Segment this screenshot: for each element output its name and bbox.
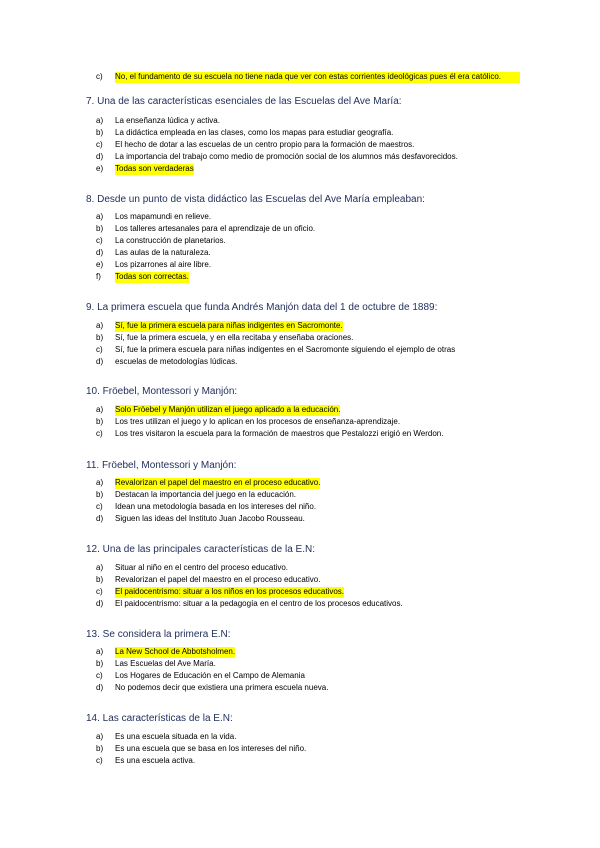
option-text: No, el fundamento de su escuela no tiene nada que ver con estas corrientes ideológicas pues él era católico. [115,72,520,83]
option-letter: c) [96,429,103,438]
option-text: Idean una metodología basada en los intereses del niño. [115,502,317,511]
question-title: 14. Las características de la E.N: [86,713,233,724]
question-title: 7. Una de las características esenciales de las Escuelas del Ave María: [86,96,402,107]
option-letter: a) [96,212,104,221]
option-letter: b) [96,744,104,753]
option-text: Destacan la importancia del juego en la educación. [115,490,297,499]
option-text: Siguen las ideas del Instituto Juan Jacobo Rousseau. [115,514,305,523]
option-letter: d) [96,357,104,366]
option-letter: b) [96,490,104,499]
option-letter: a) [96,321,104,330]
option-letter: c) [96,345,103,354]
answer-option [96,236,226,247]
option-text: Solo Fröebel y Manjón utilizan el juego aplicado a la educación. [115,405,341,414]
option-letter: b) [96,224,104,233]
answer-option [96,212,211,223]
question-title: 12. Una de las principales características de la E.N: [86,544,315,555]
answer-option [96,260,211,271]
option-text: La construcción de planetarios. [115,236,226,245]
answer-option [96,152,458,163]
highlighted-answer-option [96,647,235,658]
question-title: 11. Fröebel, Montessori y Manjón: [86,460,237,471]
option-letter: c) [96,140,103,149]
option-text: Todas son verdaderas [115,164,194,173]
option-text: Los pizarrones al aire libre. [115,260,212,269]
option-text: Las Escuelas del Ave María. [115,659,216,668]
option-text: Es una escuela activa. [115,756,196,765]
option-letter: d) [96,514,104,523]
answer-option [96,333,353,344]
highlighted-answer-option [96,478,320,489]
option-letter: b) [96,575,104,584]
option-letter: b) [96,128,104,137]
answer-option [96,575,320,586]
option-letter: a) [96,563,104,572]
answer-option [96,563,288,574]
answer-option [96,248,211,259]
option-text: Sí, fue la primera escuela para niñas indigentes en Sacromonte. [115,321,343,330]
option-letter: a) [96,647,104,656]
answer-option [96,429,443,440]
option-letter: a) [96,478,104,487]
option-text: Revalorizan el papel del maestro en el proceso educativo. [115,575,321,584]
option-text: El paidocentrismo: situar a la pedagogía en el centro de los procesos educativos. [115,599,403,608]
option-letter: d) [96,248,104,257]
option-text: escuelas de metodologías lúdicas. [115,357,238,366]
option-text: Revalorizan el papel del maestro en el proceso educativo. [115,478,321,487]
option-letter: a) [96,405,104,414]
answer-option [96,744,306,755]
option-letter: b) [96,333,104,342]
option-text: La didáctica empleada en las clases, como los mapas para estudiar geografía. [115,128,394,137]
option-text: El hecho de dotar a las escuelas de un centro propio para la formación de maestros. [115,140,415,149]
answer-option [96,514,305,525]
answer-option [96,490,296,501]
option-text: El paidocentrismo: situar a los niños en los procesos educativos. [115,587,345,596]
option-text: Es una escuela que se basa en los intereses del niño. [115,744,307,753]
option-letter: b) [96,659,104,668]
option-text: Los tres visitaron la escuela para la formación de maestros que Pestalozzi erigió en Werdon. [115,429,444,438]
answer-option [96,502,316,513]
option-text: La importancia del trabajo como medio de promoción social de los alumnos más desfavorecidos. [115,152,458,161]
answer-option [96,357,237,368]
answer-option [96,683,328,694]
option-text: Todas son correctas. [115,272,189,281]
highlighted-answer-option [96,405,340,416]
answer-option [96,756,195,767]
answer-option [96,224,315,235]
highlighted-answer-option [96,321,343,332]
option-text: La New School de Abbotsholmen. [115,647,236,656]
option-letter: f) [96,272,101,281]
answer-option [96,417,400,428]
question-title: 13. Se considera la primera E.N: [86,629,231,640]
answer-option [96,345,455,356]
answer-option [96,732,236,743]
answer-option [96,140,414,151]
option-text: Los tres utilizan el juego y lo aplican en los procesos de enseñanza-aprendizaje. [115,417,401,426]
option-text: Sí, fue la primera escuela, y en ella recitaba y enseñaba oraciones. [115,333,354,342]
option-letter: a) [96,732,104,741]
highlighted-answer-option [96,72,520,83]
option-text: No podemos decir que existiera una primera escuela nueva. [115,683,329,692]
option-letter: c) [96,502,103,511]
option-text: Las aulas de la naturaleza. [115,248,211,257]
option-text: Los Hogares de Educación en el Campo de Alemania [115,671,305,680]
option-letter: c) [96,671,103,680]
option-letter: d) [96,152,104,161]
question-title: 9. La primera escuela que funda Andrés Manjón data del 1 de octubre de 1889: [86,302,438,313]
highlighted-answer-option [96,272,189,283]
option-letter: e) [96,164,104,173]
question-title: 8. Desde un punto de vista didáctico las Escuelas del Ave María empleaban: [86,194,425,205]
option-letter: c) [96,236,103,245]
answer-option [96,128,393,139]
option-letter: c) [96,587,103,596]
option-letter: d) [96,683,104,692]
option-text: Es una escuela situada en la vida. [115,732,237,741]
option-text: La enseñanza lúdica y activa. [115,116,220,125]
option-text: Los talleres artesanales para el aprendizaje de un oficio. [115,224,316,233]
option-letter: d) [96,599,104,608]
option-letter: e) [96,260,104,269]
option-letter: b) [96,417,104,426]
answer-option [96,659,216,670]
option-letter: a) [96,116,104,125]
option-text: Sí, fue la primera escuela para niñas indigentes en el Sacromonte siguiendo el ejemplo de otras [115,345,456,354]
highlighted-answer-option [96,587,344,598]
answer-option [96,671,305,682]
answer-option [96,599,403,610]
option-text: Los mapamundi en relieve. [115,212,212,221]
option-text: Situar al niño en el centro del proceso educativo. [115,563,288,572]
highlighted-answer-option [96,164,194,175]
option-letter: c) [96,72,103,81]
option-letter: c) [96,756,103,765]
question-title: 10. Fröebel, Montessori y Manjón: [86,386,238,397]
answer-option [96,116,220,127]
